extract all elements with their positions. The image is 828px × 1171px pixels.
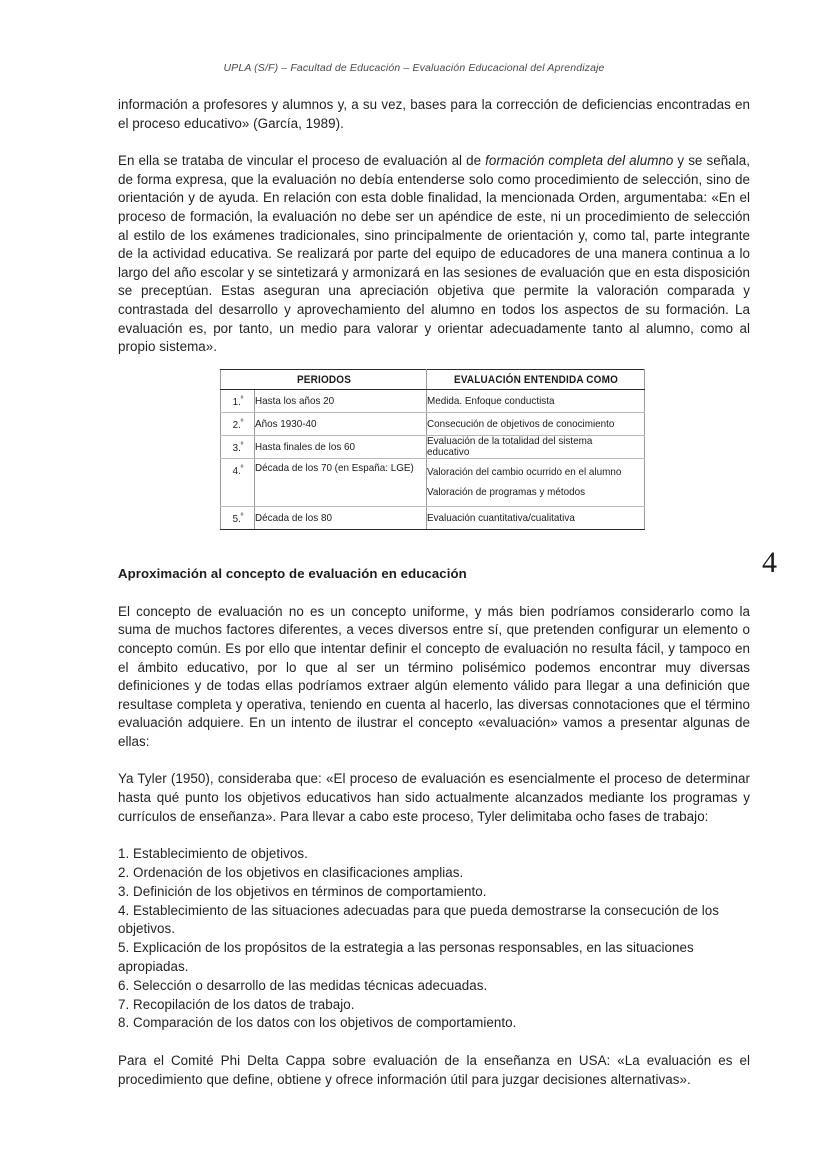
row-ordinal (221, 390, 253, 413)
ordinal-mark: º (240, 511, 243, 520)
ordinal-mark: º (240, 440, 243, 449)
periods-table-container (220, 369, 645, 530)
column-header-evaluacion: EVALUACIÓN ENTENDIDA COMO (433, 370, 638, 390)
row-ordinal-number: 4. (232, 466, 241, 477)
paragraph-orden (118, 152, 750, 357)
row-ordinal-number: 5. (232, 514, 241, 525)
document-body (118, 96, 750, 1089)
row-ordinal (221, 413, 253, 436)
paragraph-spacer (118, 133, 750, 152)
row-ordinal-number: 1. (232, 397, 241, 408)
periods-table (220, 369, 645, 530)
list-item: 1. Establecimiento de objetivos. (118, 846, 308, 862)
table-row (221, 413, 645, 436)
row-ordinal-number: 2. (232, 420, 241, 431)
row-ordinal (221, 459, 253, 507)
list-item: 3. Definición de los objetivos en términos de comportamiento. (118, 883, 487, 899)
ordinal-mark: º (240, 394, 243, 403)
page-number: 4 (762, 546, 777, 579)
paragraph-orden-emphasis: formación completa del alumno (485, 153, 674, 169)
list-item: 7. Recopilación de los datos de trabajo. (118, 996, 355, 1012)
table-row (221, 459, 645, 507)
row-period (255, 507, 427, 530)
row-period (255, 413, 427, 436)
list-item: 5. Explicación de los propósitos de la estrategia a las personas responsables, en las situaciones apropiadas. (118, 940, 694, 975)
row-ordinal (221, 436, 253, 459)
paragraph-spacer-3 (118, 826, 750, 845)
row-meaning-text: Evaluación de la totalidad del sistema educativo (427, 436, 593, 458)
paragraph-tyler: Ya Tyler (1950), consideraba que: «El proceso de evaluación es esencialmente el proceso de determinar hasta qué punto los objetivos educativos han sido actualmente alcanzados mediante los programas y currículos de enseñanza». Para llevar a cabo este proceso, Tyler delimitaba ocho fases de trabajo: (118, 771, 750, 824)
row-meaning (427, 436, 645, 459)
paragraph-spacer-4 (118, 1033, 750, 1052)
table-header-row (221, 370, 645, 390)
running-header: UPLA (S/F) – Facultad de Educación – Evaluación Educacional del Aprendizaje (223, 62, 605, 74)
list-item: 8. Comparación de los datos con los objetivos de comportamiento. (118, 1015, 517, 1031)
row-period-text: Hasta finales de los 60 (255, 441, 356, 453)
ordinal-mark: º (240, 463, 243, 472)
heading-spacer (118, 583, 750, 603)
paragraph-spacer-2 (118, 751, 750, 770)
row-period (255, 436, 427, 459)
row-meaning (427, 413, 645, 436)
row-period-text: Años 1930-40 (255, 418, 317, 430)
row-ordinal (221, 507, 253, 530)
row-meaning-text: Evaluación cuantitativa/cualitativa (427, 512, 575, 524)
paragraph-orden-part2: y se señala, de forma expresa, que la evaluación no debía entenderse solo como procedimiento de selección, sino de orientación y de ayuda. En relación con esta doble finalidad, la mencionada Orden, argumentaba: «En el proceso de formación, la evaluación no debe ser un apéndice de este, ni un procedimiento de selección al estilo de los exámenes tradicionales, sino principalmente de orientación y, como tal, parte integrante de la actividad educativa. Se realizará por parte del equipo de educadores de una manera continua a lo largo del año escolar y se sintetizará y armonizará en las sesiones de evaluación que en esta disposición se preceptúan. Estas aseguran una apreciación objetiva que permite la valoración comparada y contrastada del desarrollo y aprovechamiento del alumno en todos los aspectos de su formación. La evaluación es, por tanto, un medio para valorar y orientar adecuadamente tanto al alumno, como al propio sistema». (118, 153, 750, 355)
section-heading: Aproximación al concepto de evaluación en educación (118, 565, 467, 581)
row-period-text: Década de los 80 (255, 512, 332, 524)
paragraph-concepto: El concepto de evaluación no es un concepto uniforme, y más bien podríamos considerarlo como la suma de muchos factores diferentes, a veces diversos entre sí, que pretenden configurar un elemento o concepto común. Es por ello que intentar definir el concepto de evaluación no resulta fácil, y tampoco en el ámbito educativo, por lo que al ser un término polisémico podemos encontrar muy diversas definiciones y de todas ellas podríamos extraer algún elemento válido para llegar a una definición que resultase completa y operativa, teniendo en cuenta al hacerlo, las diversas connotaciones que el término evaluación adquiere. En un intento de ilustrar el concepto «evaluación» vamos a presentar algunas de ellas: (118, 603, 750, 749)
table-body (221, 390, 645, 530)
row-meaning-line-2: Valoración de programas y métodos (427, 487, 586, 498)
table-row (221, 436, 645, 459)
row-period (255, 390, 427, 413)
row-period-text: Década de los 70 (en España: LGE) (255, 463, 414, 474)
column-header-periodos: PERIODOS (227, 370, 421, 390)
row-meaning-line-1: Valoración del cambio ocurrido en el alumno (427, 467, 622, 478)
table-row (221, 390, 645, 413)
row-meaning-text: Medida. Enfoque conductista (427, 395, 555, 407)
row-ordinal-number: 3. (232, 443, 241, 454)
tyler-phases-list (118, 845, 750, 1033)
row-meaning-text: Consecución de objetivos de conocimiento (427, 418, 615, 430)
paragraph-continuation: información a profesores y alumnos y, a su vez, bases para la corrección de deficiencias encontradas en el proceso educativo» (García, 1989). (118, 97, 750, 131)
list-item: 2. Ordenación de los objetivos en clasificaciones amplias. (118, 865, 464, 881)
table-row (221, 507, 645, 530)
list-item: 4. Establecimiento de las situaciones adecuadas para que pueda demostrarse la consecución de los objetivos. (118, 902, 720, 937)
list-item: 6. Selección o desarrollo de las medidas técnicas adecuadas. (118, 977, 488, 993)
row-meaning (427, 507, 645, 530)
row-period-text: Hasta los años 20 (255, 395, 335, 407)
paragraph-orden-part1: En ella se trataba de vincular el proceso de evaluación al de (118, 153, 486, 169)
table-header (221, 370, 645, 390)
row-meaning (427, 459, 645, 507)
ordinal-mark: º (240, 417, 243, 426)
row-meaning (427, 390, 645, 413)
row-period (255, 459, 427, 507)
paragraph-phi-delta-cappa: Para el Comité Phi Delta Cappa sobre evaluación de la enseñanza en USA: «La evaluación es el procedimiento que define, obtiene y ofrece información útil para juzgar decisiones alternativas». (118, 1053, 750, 1087)
